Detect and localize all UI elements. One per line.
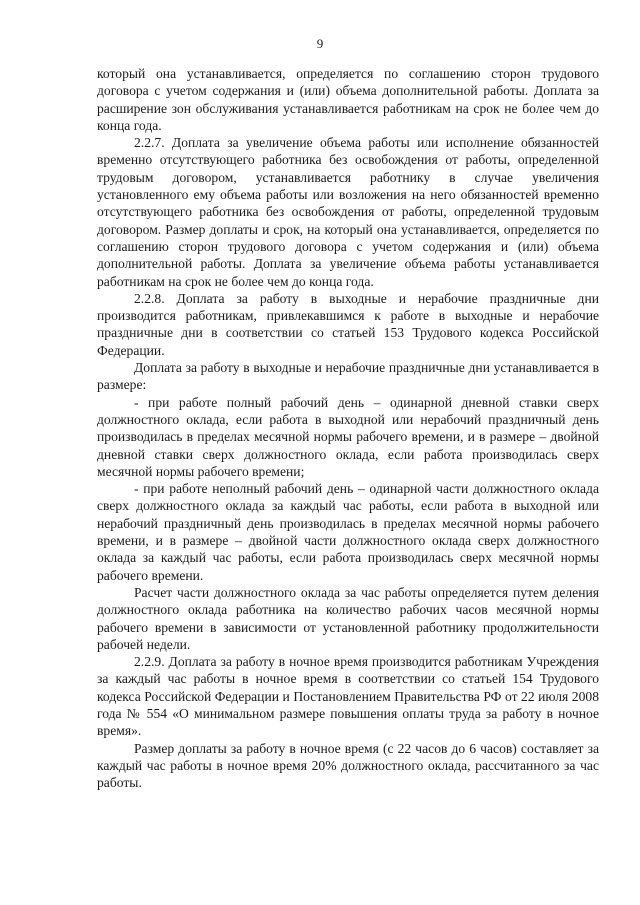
- paragraph-part-day-rule: - при работе неполный рабочий день – одинарной части должностного оклада сверх должностного оклада за каждый час работы, если работа в выходной или нерабочий праздничный день производилась в пределах месячной нормы рабочего времени, и в размере – двойной части должностного оклада сверх должностного оклада за каждый час работы, если работа производилась сверх месячной нормы рабочего времени.: [97, 481, 599, 583]
- paragraph-continuation: который она устанавливается, определяется по соглашению сторон трудового договора с учетом содержания и (или) объема дополнительной работы. Доплата за расширение зон обслуживания устанавливается работникам на срок не более чем до конца года.: [97, 66, 599, 133]
- paragraph-2-2-7: 2.2.7. Доплата за увеличение объема работы или исполнение обязанностей временно отсутствующего работника без освобождения от работы, определенной трудовым договором, устанавливается работнику в случае увеличения установленного ему объема работы или возложения на него обязанностей временно отсутствующего работника без освобождения от работы, определенной трудовым договором. Размер доплаты и срок, на который она устанавливается, определяется по соглашению сторон трудового договора с учетом содержания и (или) объема дополнительной работы. Доплата за увеличение объема работы устанавливается работникам на срок не более чем до конца года.: [97, 135, 599, 289]
- paragraph-2-2-9: 2.2.9. Доплата за работу в ночное время производится работникам Учреждения за каждый час работы в ночное время в соответствии со статьей 154 Трудового кодекса Российской Федерации и Постановлением Правительства РФ от 22 июля 2008 года № 554 «О минимальном размере повышения оплаты труда за работу в ночное время».: [97, 654, 599, 739]
- paragraph-night-rate: Размер доплаты за работу в ночное время (с 22 часов до 6 часов) составляет за каждый час работы в ночное время 20% должностного оклада, рассчитанного за час работы.: [97, 740, 599, 791]
- paragraph-weekend-rate-intro: Доплата за работу в выходные и нерабочие праздничные дни устанавливается в размере:: [97, 360, 599, 393]
- paragraph-2-2-8: 2.2.8. Доплата за работу в выходные и нерабочие праздничные дни производится работникам, привлекавшимся к работе в выходные и нерабочие праздничные дни в соответствии со статьей 153 Трудового кодекса Российской Федерации.: [97, 290, 599, 358]
- paragraph-hourly-calculation: Расчет части должностного оклада за час работы определяется путем деления должностного оклада работника на количество рабочих часов месячной нормы рабочего времени в зависимости от установленной работнику продолжительности рабочей недели.: [97, 584, 599, 652]
- document-body: [97, 65, 599, 791]
- paragraph-full-day-rule: - при работе полный рабочий день – одинарной дневной ставки сверх должностного оклада, если работа в выходной или нерабочий праздничный день производилась в пределах месячной нормы рабочего времени, и в размере – двойной дневной ставки сверх должностного оклада, если работа производилась сверх месячной нормы рабочего времени;: [97, 394, 599, 479]
- page-number: 9: [316, 36, 324, 51]
